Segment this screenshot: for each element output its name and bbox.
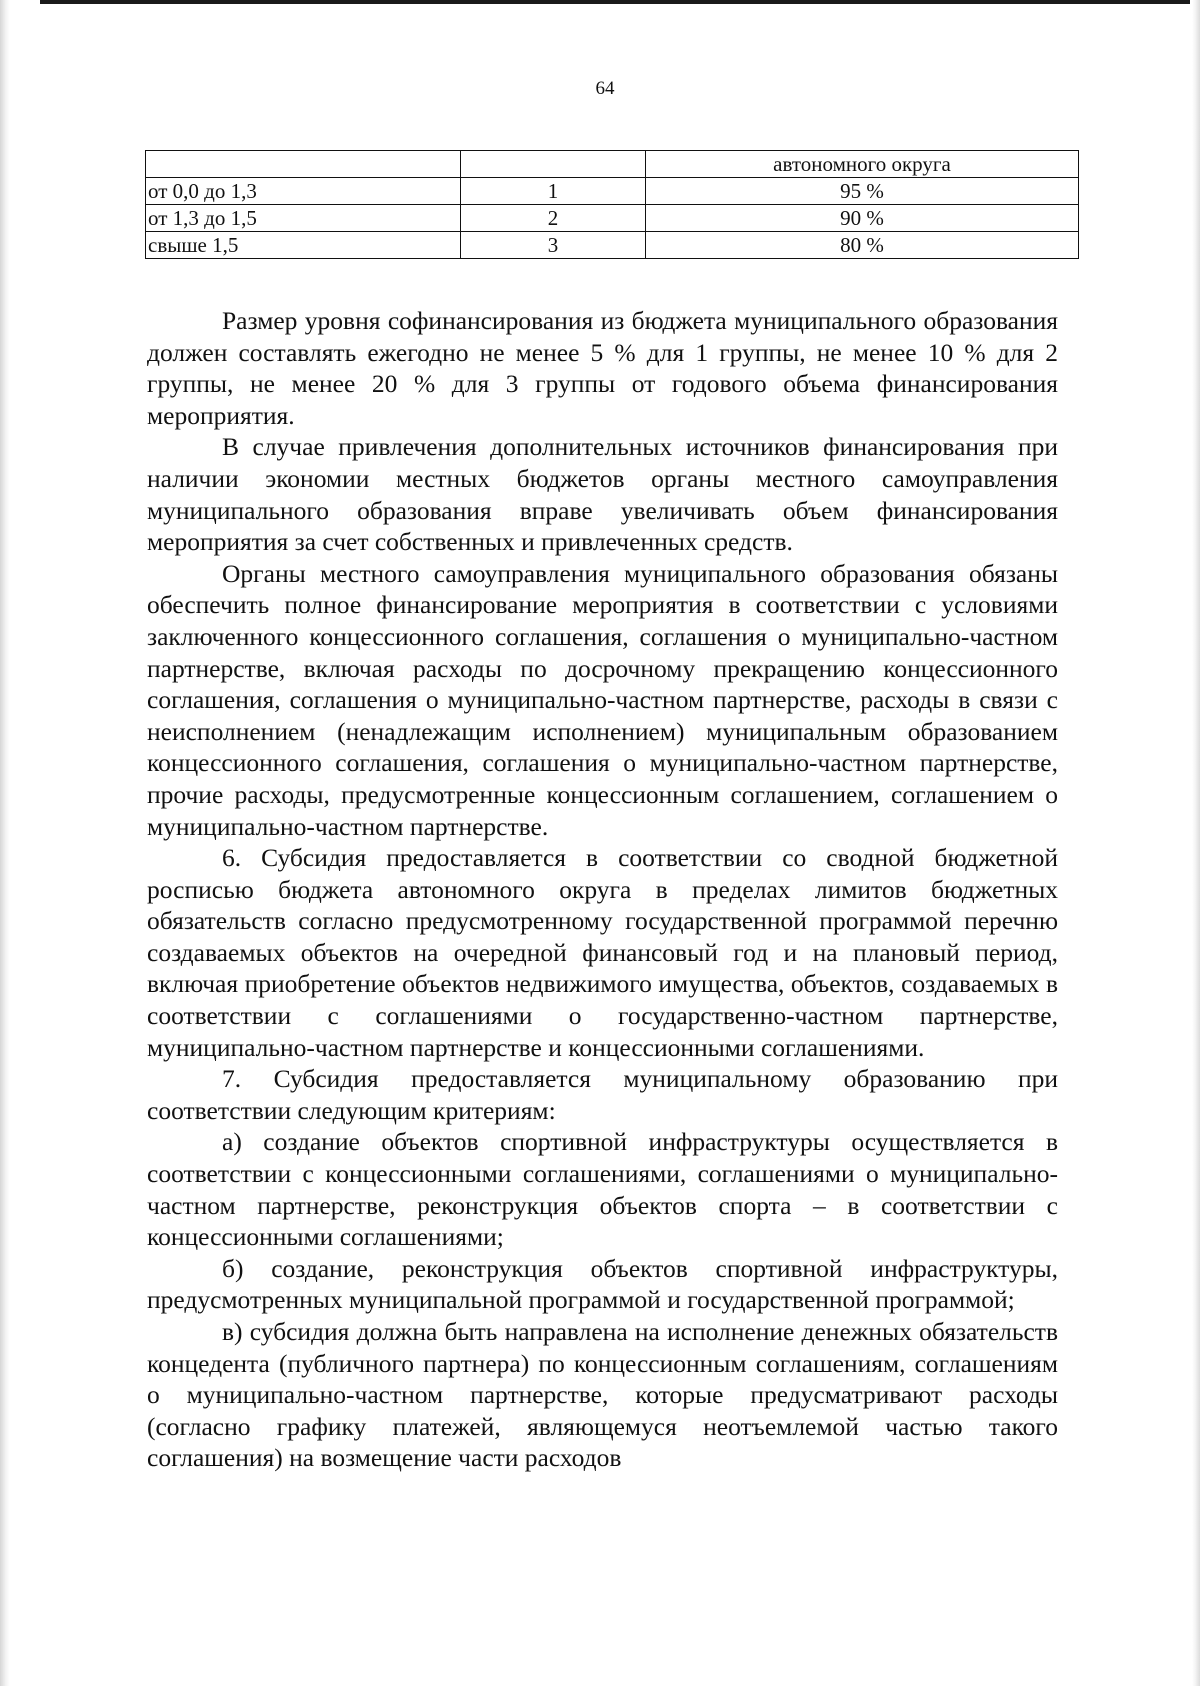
group-cell [461,151,646,178]
group-cell: 3 [461,232,646,259]
table-row [146,232,1079,259]
scan-top-edge [40,0,1190,4]
scan-left-edge [0,0,10,1686]
criterion-cell [146,151,461,178]
criterion-cell: свыше 1,5 [146,232,461,259]
table-row [146,151,1079,178]
scan-right-edge [1192,0,1200,1686]
cofinancing-table [145,150,1079,259]
group-cell: 2 [461,205,646,232]
paragraph-criterion-a: а) создание объектов спортивной инфраструктуры осуществляется в соответствии с концессионными соглашениями, соглашениями о муниципально-частном партнерстве, реконструкция объектов спорта – в соответствии с концессионными соглашениями; [147,1127,1058,1252]
paragraph-criterion-v: в) субсидия должна быть направлена на исполнение денежных обязательств концедента (публичного партнера) по концессионным соглашениям, соглашениям о муниципально-частном партнерстве, которые предусматривают расходы (согласно графику платежей, являющемуся неотъемлемой частью такого соглашения) на возмещение части расходов [147,1317,1058,1473]
table-row [146,178,1079,205]
paragraph-item-6: 6. Субсидия предоставляется в соответствии со сводной бюджетной росписью бюджета автономного округа в пределах лимитов бюджетных обязательств согласно предусмотренному государственной программой перечню создаваемых объектов на очередной финансовый год и на плановый период, включая приобретение объектов недвижимого имущества, объектов, создаваемых в соответствии с соглашениями о государственно-частном партнерстве, муниципально-частном партнерстве и концессионными соглашениями. [147,843,1058,1062]
paragraph-cofinancing-level: Размер уровня софинансирования из бюджета муниципального образования должен составлять ежегодно не менее 5 % для 1 группы, не менее 10 % для 2 группы, не менее 20 % для 3 группы от годового объема финансирования мероприятия. [147,306,1058,430]
group-cell: 1 [461,178,646,205]
document-body [147,305,1058,1474]
share-cell: 95 % [646,178,1079,205]
paragraph-criterion-b: б) создание, реконструкция объектов спортивной инфраструктуры, предусмотренных муниципальной программой и государственной программой; [147,1253,1058,1315]
share-cell: 80 % [646,232,1079,259]
table-row [146,205,1079,232]
page-number: 64 [595,78,615,99]
paragraph-full-financing: Органы местного самоуправления муниципального образования обязаны обеспечить полное финансирование мероприятия в соответствии с условиями заключенного концессионного соглашения, соглашения о муниципально-частном партнерстве, включая расходы по досрочному прекращению концессионного соглашения, соглашения о муниципально-частном партнерстве, расходы в связи с неисполнением (ненадлежащим исполнением) муниципальным образованием концессионного соглашения, соглашения о муниципально-частном партнерстве, прочие расходы, предусмотренные концессионным соглашением, соглашением о муниципально-частном партнерстве. [147,558,1058,841]
criterion-cell: от 0,0 до 1,3 [146,178,461,205]
criterion-cell: от 1,3 до 1,5 [146,205,461,232]
share-cell: 90 % [646,205,1079,232]
paragraph-additional-sources: В случае привлечения дополнительных источников финансирования при наличии экономии местных бюджетов органы местного самоуправления муниципального образования вправе увеличивать объем финансирования мероприятия за счет собственных и привлеченных средств. [147,432,1058,557]
share-cell: автономного округа [646,151,1079,178]
paragraph-item-7: 7. Субсидия предоставляется муниципальному образованию при соответствии следующим критериям: [147,1064,1058,1125]
